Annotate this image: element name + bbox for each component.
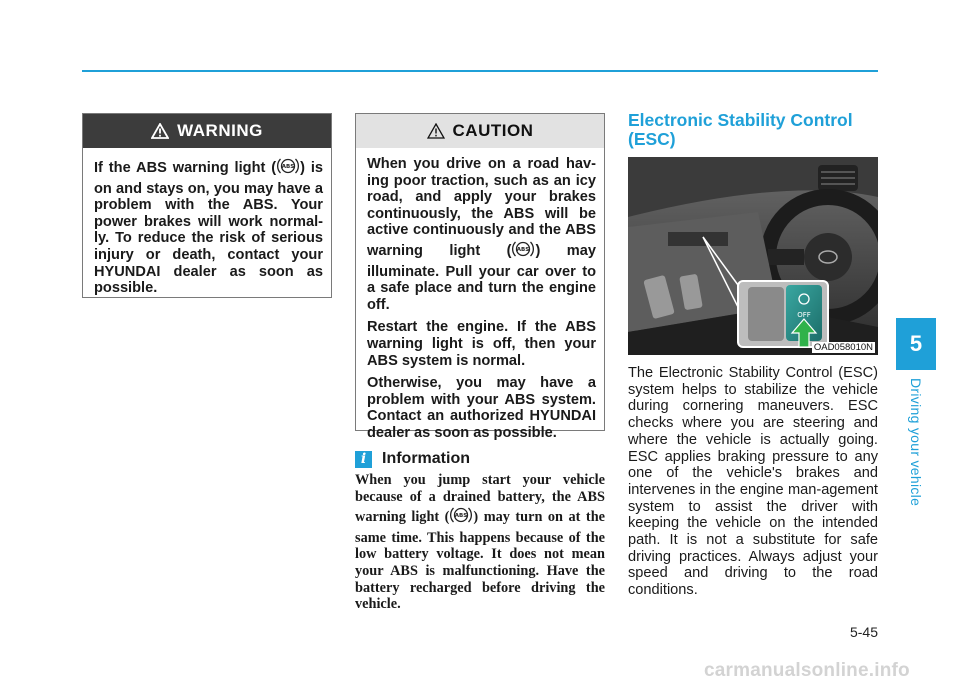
warning-text: If the ABS warning light ( ABS ) is on and stays on, you may have a problem with the ABS. Your power brakes will work normal-ly. To reduce the risk of serious injury or death, contact your HYUNDAI dealer as soon as possible.	[83, 148, 331, 303]
page-number: 5-45	[849, 624, 878, 640]
info-icon: i	[355, 451, 372, 468]
caution-paragraph-2: Restart the engine. If the ABS warning light is off, then your ABS system is normal.	[367, 319, 596, 369]
chapter-tab[interactable]: 5	[896, 318, 936, 370]
caution-header	[356, 114, 604, 148]
warning-box	[82, 113, 332, 298]
esc-illustration	[628, 157, 878, 355]
svg-text:ABS: ABS	[517, 247, 530, 254]
caution-paragraph-1: When you drive on a road hav-ing poor traction, such as an icy road, and apply your brakes continuously, the ABS will be active continuously and the ABS warning light ( ABS ) may illuminate. Pull your car over to a safe place and turn the engine off.	[367, 156, 596, 313]
information-text: When you jump start your vehicle because of a drained battery, the ABS warning light ( ABS ) may turn on at the same time. This happens because of the low battery voltage. It does not mean your ABS is malfunctioning. Have the battery recharged before driving the vehicle.	[355, 472, 605, 613]
information-title: Information	[382, 450, 470, 467]
chapter-label: Driving your vehicle	[908, 378, 924, 507]
caution-triangle-icon	[427, 123, 445, 139]
abs-warning-icon	[512, 239, 534, 264]
svg-text:ABS: ABS	[455, 513, 468, 520]
warning-header	[83, 114, 331, 148]
image-code: OAD058010N	[813, 342, 873, 353]
abs-warning-icon	[277, 156, 299, 181]
caution-box	[355, 113, 605, 441]
watermark: carmanualsonline.info	[704, 660, 910, 681]
caution-paragraph-3: Otherwise, you may have a problem with your ABS system. Contact an authorized HYUNDAI dealer as soon as possible.	[367, 375, 596, 441]
esc-section-title: Electronic Stability Control (ESC)	[628, 110, 853, 149]
dashboard-photo	[628, 157, 878, 355]
warning-triangle-icon	[151, 123, 169, 139]
svg-text:ABS: ABS	[281, 164, 295, 171]
abs-warning-icon	[450, 505, 472, 530]
top-rule	[82, 70, 878, 72]
caution-text	[356, 148, 604, 454]
information-header	[355, 450, 470, 468]
svg-text:OFF: OFF	[797, 311, 811, 319]
esc-body-text: The Electronic Stability Control (ESC) system helps to stabilize the vehicle during cornering maneuvers. ESC checks where you are steering and where the vehicle is actually going. ESC applies braking pressure to any one of the vehicle's brakes and intervenes in the engine man-agement system to assist the driver with keeping the vehicle on the intended path. It is not a substitute for safe driving practices. Always adjust your speed and driving to the road conditions.	[628, 365, 878, 599]
warning-title: WARNING	[177, 121, 263, 140]
caution-title: CAUTION	[452, 121, 534, 140]
